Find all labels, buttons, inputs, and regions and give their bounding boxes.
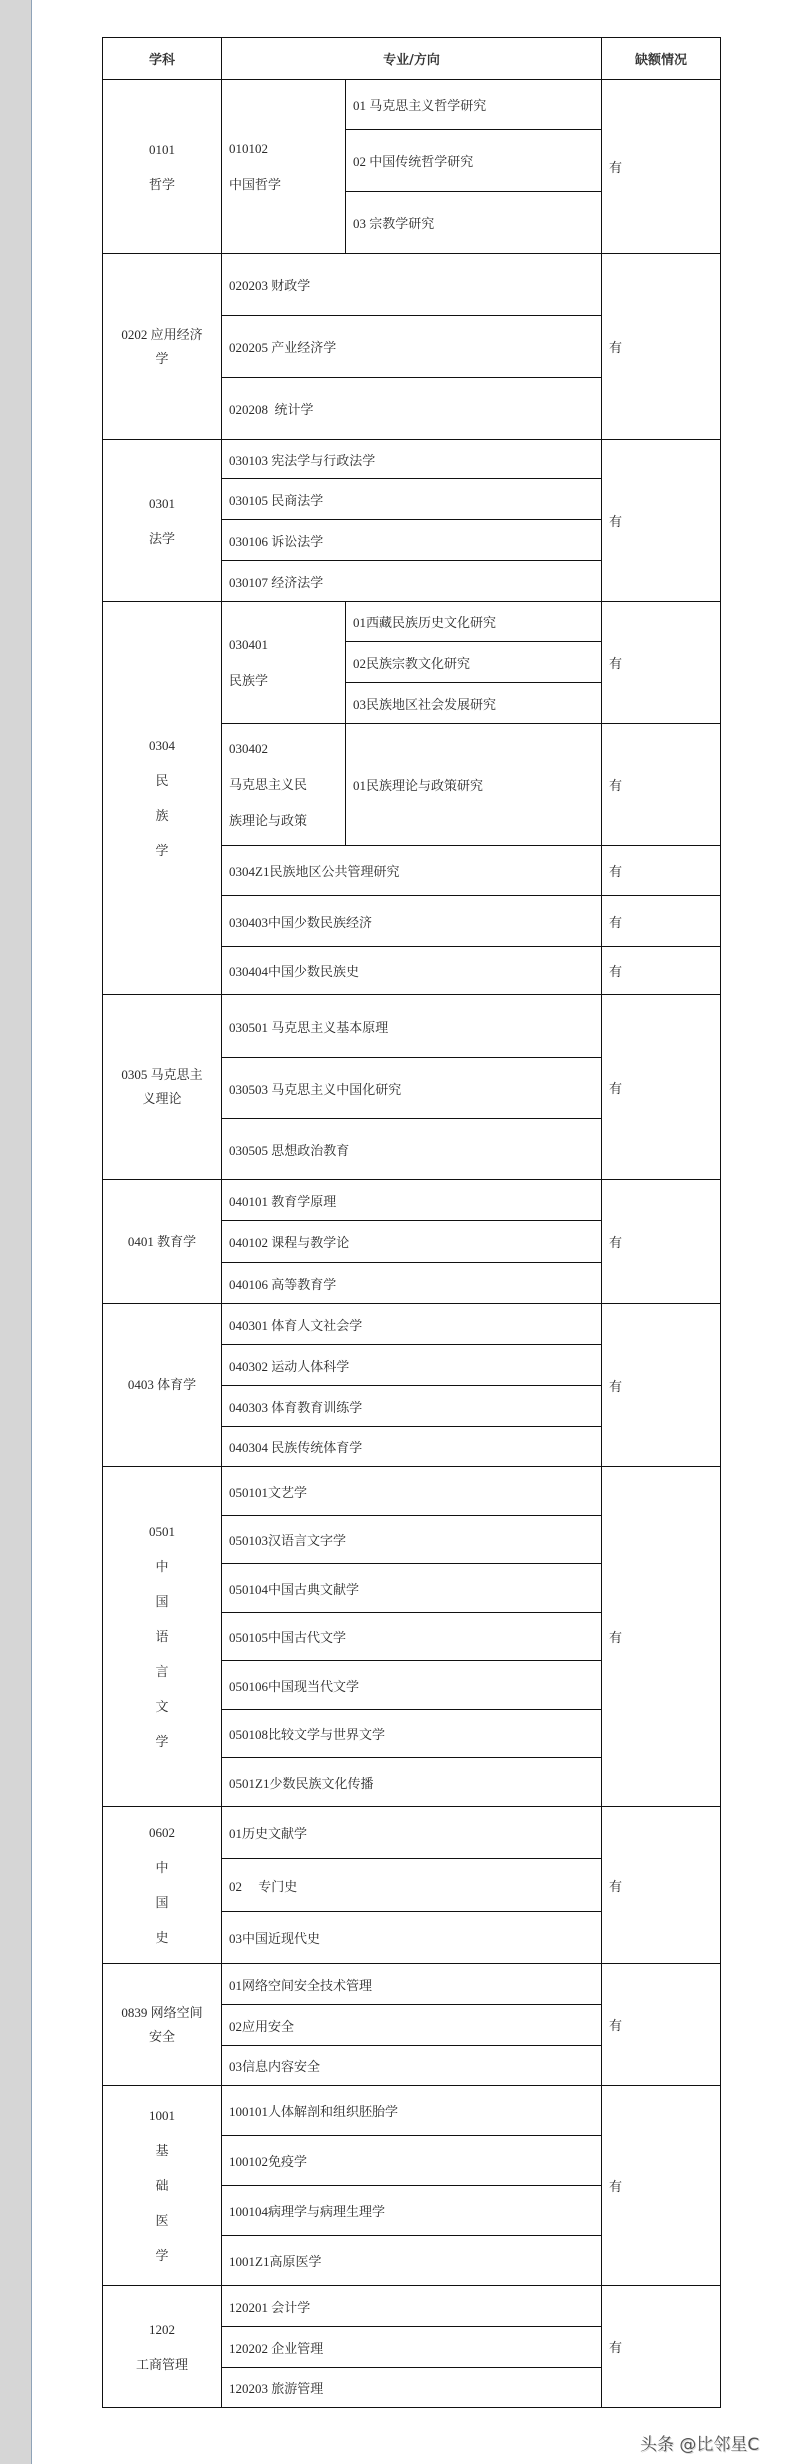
status-cell: 有 xyxy=(602,1180,721,1304)
text-line: 030402 xyxy=(229,740,268,756)
text-line: 学 xyxy=(155,2248,169,2263)
major-cell: 120201 会计学 xyxy=(222,2286,602,2327)
text-line: 工商管理 xyxy=(135,2356,188,2372)
direction-cell: 02 中国传统哲学研究 xyxy=(346,130,602,192)
major-cell xyxy=(222,602,346,724)
text-line: 医 xyxy=(155,2213,169,2228)
status-cell: 有 xyxy=(602,896,721,947)
status-cell: 有 xyxy=(602,254,721,440)
major-cell xyxy=(222,80,346,254)
text-line: 哲学 xyxy=(148,176,175,192)
table-row xyxy=(103,2086,721,2136)
major-cell: 03中国近现代史 xyxy=(222,1912,602,1964)
text-line: 言 xyxy=(155,1664,169,1679)
table-header-row xyxy=(103,38,721,80)
major-cell: 030106 诉讼法学 xyxy=(222,520,602,561)
major-cell: 120202 企业管理 xyxy=(222,2327,602,2368)
text-line: 安全 xyxy=(148,2028,175,2044)
status-cell: 有 xyxy=(602,1964,721,2086)
major-cell: 100104病理学与病理生理学 xyxy=(222,2186,602,2236)
subject-cell xyxy=(103,1180,222,1304)
subject-cell xyxy=(103,2286,222,2408)
major-cell: 0304Z1民族地区公共管理研究 xyxy=(222,846,602,896)
subject-cell xyxy=(103,254,222,440)
text-line: 国 xyxy=(155,1895,169,1910)
text-line: 中 xyxy=(155,1559,169,1574)
major-cell: 030103 宪法学与行政法学 xyxy=(222,440,602,479)
status-cell: 有 xyxy=(602,602,721,724)
table-row xyxy=(103,254,721,316)
major-cell: 100102免疫学 xyxy=(222,2136,602,2186)
status-cell: 有 xyxy=(602,724,721,846)
table-row xyxy=(103,2286,721,2327)
major-cell: 030501 马克思主义基本原理 xyxy=(222,995,602,1058)
text-line: 族 xyxy=(155,808,169,823)
subject-cell xyxy=(103,995,222,1180)
text-line: 法学 xyxy=(148,530,175,546)
major-cell: 040303 体育教育训练学 xyxy=(222,1386,602,1427)
subject-cell xyxy=(103,440,222,602)
major-cell: 020205 产业经济学 xyxy=(222,316,602,378)
direction-cell: 02民族宗教文化研究 xyxy=(346,642,602,683)
text-line: 1001 xyxy=(149,2108,175,2123)
text-line: 030401 xyxy=(229,636,268,652)
subject-cell xyxy=(103,2086,222,2286)
subject-cell xyxy=(103,602,222,995)
text-line: 0301 xyxy=(149,495,175,511)
major-cell: 020203 财政学 xyxy=(222,254,602,316)
status-cell: 有 xyxy=(602,440,721,602)
direction-cell: 01 马克思主义哲学研究 xyxy=(346,80,602,130)
status-cell: 有 xyxy=(602,947,721,995)
major-cell: 050101文艺学 xyxy=(222,1467,602,1516)
left-gray-margin xyxy=(0,0,32,2464)
major-cell: 030403中国少数民族经济 xyxy=(222,896,602,947)
subject-cell xyxy=(103,1807,222,1964)
direction-cell: 03 宗教学研究 xyxy=(346,192,602,254)
text-line: 础 xyxy=(155,2178,169,2193)
direction-cell: 01民族理论与政策研究 xyxy=(346,724,602,846)
direction-cell: 03民族地区社会发展研究 xyxy=(346,683,602,724)
header-major: 专业/方向 xyxy=(222,38,602,80)
major-cell: 0501Z1少数民族文化传播 xyxy=(222,1758,602,1807)
major-cell: 050103汉语言文字学 xyxy=(222,1516,602,1564)
status-cell: 有 xyxy=(602,995,721,1180)
table-row xyxy=(103,1807,721,1859)
major-cell: 030105 民商法学 xyxy=(222,479,602,520)
major-cell: 02应用安全 xyxy=(222,2005,602,2046)
text-line: 学 xyxy=(155,350,169,366)
major-cell: 030505 思想政治教育 xyxy=(222,1119,602,1180)
text-line: 010102 xyxy=(229,140,268,156)
major-cell: 040301 体育人文社会学 xyxy=(222,1304,602,1345)
text-line: 基 xyxy=(155,2143,169,2158)
status-cell: 有 xyxy=(602,846,721,896)
status-cell: 有 xyxy=(602,2286,721,2408)
major-cell: 020208 统计学 xyxy=(222,378,602,440)
subject-cell xyxy=(103,80,222,254)
header-subject: 学科 xyxy=(103,38,222,80)
text-line: 0202 应用经济 xyxy=(121,326,203,342)
major-cell: 050106中国现当代文学 xyxy=(222,1661,602,1710)
subject-cell xyxy=(103,1964,222,2086)
text-line: 义理论 xyxy=(142,1091,182,1106)
major-cell: 050105中国古代文学 xyxy=(222,1613,602,1661)
status-cell: 有 xyxy=(602,80,721,254)
text-line: 0401 教育学 xyxy=(127,1233,197,1249)
major-cell: 1001Z1高原医学 xyxy=(222,2236,602,2286)
major-cell: 01历史文献学 xyxy=(222,1807,602,1859)
major-cell: 01网络空间安全技术管理 xyxy=(222,1964,602,2005)
text-line: 语 xyxy=(155,1629,169,1644)
text-line: 1202 xyxy=(149,2321,175,2337)
subject-cell xyxy=(103,1304,222,1467)
major-cell: 100101人体解剖和组织胚胎学 xyxy=(222,2086,602,2136)
text-line: 0403 体育学 xyxy=(127,1377,197,1392)
major-cell: 040101 教育学原理 xyxy=(222,1180,602,1221)
table-row xyxy=(103,1304,721,1345)
major-cell: 030404中国少数民族史 xyxy=(222,947,602,995)
text-line: 0304 xyxy=(149,738,175,753)
major-cell: 02 专门史 xyxy=(222,1859,602,1912)
table-row xyxy=(103,1467,721,1516)
major-cell: 030503 马克思主义中国化研究 xyxy=(222,1058,602,1119)
text-line: 民族学 xyxy=(229,672,269,688)
table-row xyxy=(103,440,721,479)
text-line: 0602 xyxy=(149,1825,175,1840)
text-line: 中国哲学 xyxy=(229,176,282,192)
major-cell: 040102 课程与教学论 xyxy=(222,1221,602,1263)
text-line: 民 xyxy=(155,773,169,788)
major-cell: 040302 运动人体科学 xyxy=(222,1345,602,1386)
table-row xyxy=(103,995,721,1058)
table-row xyxy=(103,80,721,130)
text-line: 中 xyxy=(155,1860,169,1875)
text-line: 学 xyxy=(155,843,169,858)
text-line: 马克思主义民 xyxy=(229,776,308,792)
text-line: 0839 网络空间 xyxy=(121,2004,203,2020)
status-cell: 有 xyxy=(602,1807,721,1964)
major-cell: 050108比较文学与世界文学 xyxy=(222,1710,602,1758)
status-cell: 有 xyxy=(602,2086,721,2286)
major-cell: 03信息内容安全 xyxy=(222,2046,602,2086)
text-line: 史 xyxy=(155,1930,169,1945)
header-status: 缺额情况 xyxy=(602,38,721,80)
status-cell: 有 xyxy=(602,1467,721,1807)
direction-cell: 01西藏民族历史文化研究 xyxy=(346,602,602,642)
major-cell: 030107 经济法学 xyxy=(222,561,602,602)
vacancy-table xyxy=(102,37,721,2408)
watermark: 头条 @比邻星C xyxy=(640,2435,760,2455)
major-cell: 040304 民族传统体育学 xyxy=(222,1427,602,1467)
major-cell: 040106 高等教育学 xyxy=(222,1263,602,1304)
text-line: 学 xyxy=(155,1734,169,1749)
status-cell: 有 xyxy=(602,1304,721,1467)
text-line: 0101 xyxy=(149,141,175,157)
major-cell: 120203 旅游管理 xyxy=(222,2368,602,2408)
text-line: 族理论与政策 xyxy=(229,812,308,828)
text-line: 0305 马克思主 xyxy=(121,1067,203,1082)
text-line: 文 xyxy=(155,1699,169,1714)
text-line: 0501 xyxy=(149,1524,175,1539)
major-cell: 050104中国古典文献学 xyxy=(222,1564,602,1613)
table-row xyxy=(103,1180,721,1221)
major-cell xyxy=(222,724,346,846)
table-row xyxy=(103,602,721,642)
subject-cell xyxy=(103,1467,222,1807)
text-line: 国 xyxy=(155,1594,169,1609)
table-row xyxy=(103,1964,721,2005)
